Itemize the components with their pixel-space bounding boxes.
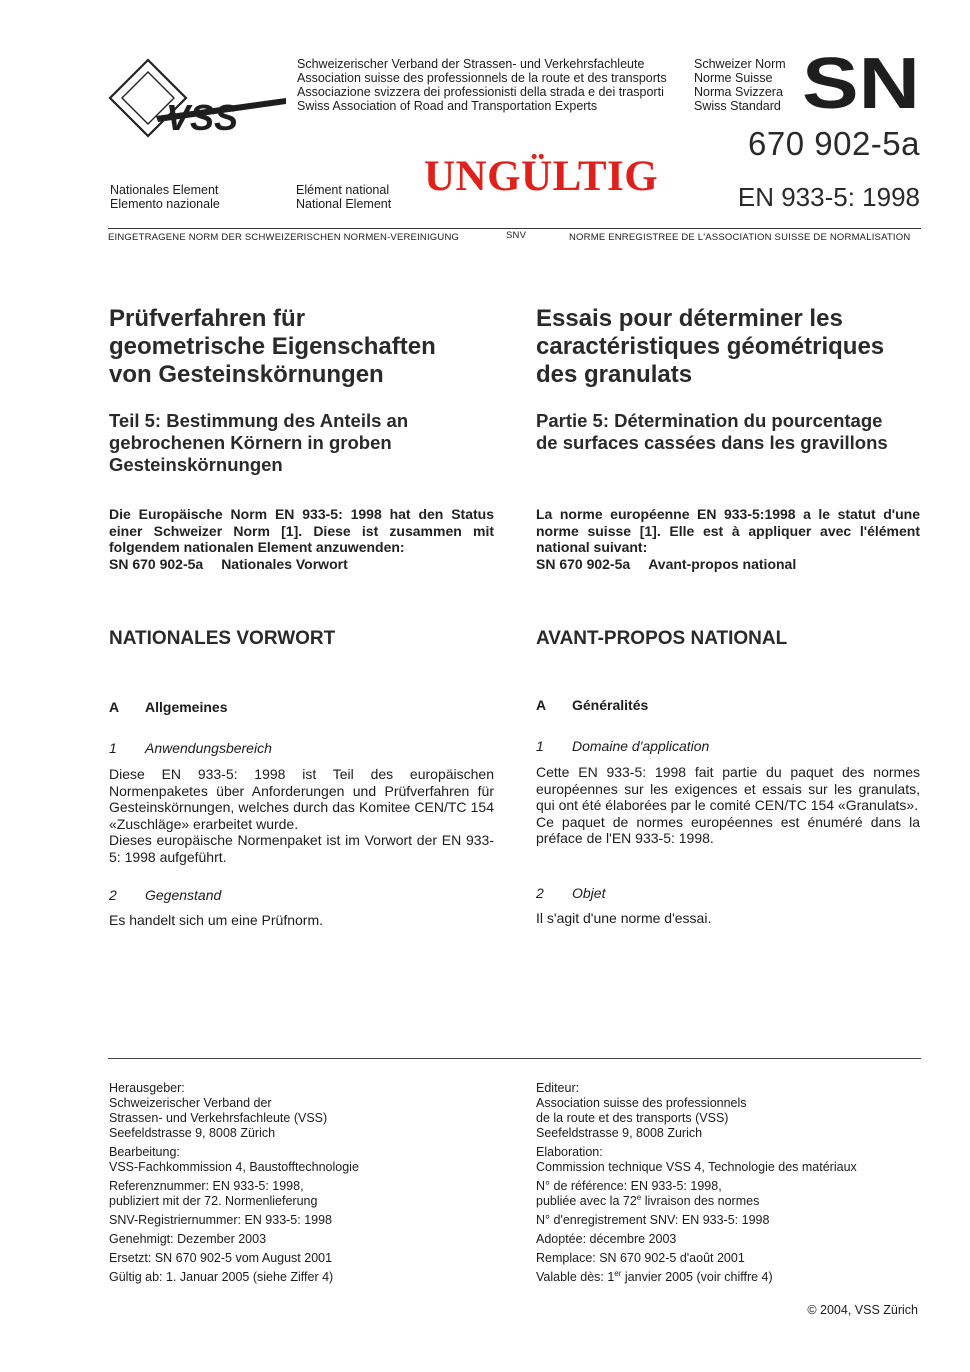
superscript: er bbox=[614, 1268, 622, 1278]
title-line: Essais pour déterminer les bbox=[536, 305, 843, 332]
status-ref-code: SN 670 902-5a bbox=[536, 555, 631, 572]
subsection-letter: A bbox=[536, 697, 547, 713]
organization-names bbox=[297, 57, 687, 113]
title-de bbox=[109, 305, 497, 389]
title-line: von Gesteinskörnungen bbox=[109, 361, 384, 388]
imprint-line: N° de référence: EN 933-5: 1998, bbox=[536, 1179, 722, 1193]
paragraph: Dieses europäische Normenpaket ist im Vorwort der EN 933-5: 1998 aufgeführt. bbox=[109, 832, 494, 865]
imprint-line: de la route et des transports (VSS) bbox=[536, 1111, 729, 1125]
national-element-label-de-it bbox=[110, 183, 220, 211]
imprint-line: Bearbeitung: bbox=[109, 1145, 180, 1159]
vss-logo-text: VSS bbox=[166, 97, 239, 138]
section-title-de: NATIONALES VORWORT bbox=[109, 628, 336, 649]
status-paragraph-fr bbox=[536, 506, 920, 572]
publisher-block bbox=[536, 1081, 924, 1141]
imprint-line: Seefeldstrasse 9, 8008 Zurich bbox=[536, 1126, 703, 1140]
subtitle-line: Teil 5: Bestimmung des Anteils an bbox=[109, 410, 409, 431]
header-divider bbox=[108, 228, 921, 229]
sn-logo-icon bbox=[800, 52, 924, 114]
item-title: Domaine d'application bbox=[572, 738, 710, 754]
status-text: Die Europäische Norm EN 933-5: 1998 hat den Status einer Schweizer Norm [1]. Diese ist zusammen mit folgendem nationalen Element anzuwenden: bbox=[109, 506, 494, 555]
imprint-fr bbox=[536, 1081, 924, 1289]
title-line: Prüfverfahren für bbox=[109, 305, 306, 332]
paragraph: Il s'agit d'une norme d'essai. bbox=[536, 910, 712, 926]
imprint-text: publiée avec la 72 bbox=[536, 1194, 637, 1208]
imprint-line: Schweizerischer Verband der bbox=[109, 1096, 272, 1110]
norm-language-labels bbox=[694, 57, 804, 113]
subsection-letter: A bbox=[109, 699, 120, 715]
subsection-title: Allgemeines bbox=[145, 699, 228, 715]
vss-logo bbox=[108, 58, 288, 144]
status-paragraph-de bbox=[109, 506, 494, 572]
imprint-text: Valable dès: 1 bbox=[536, 1270, 615, 1284]
national-element-label-fr-en bbox=[296, 183, 391, 211]
imprint-line: VSS-Fachkommission 4, Baustofftechnologie bbox=[109, 1160, 359, 1174]
imprint-line: Association suisse des professionnels bbox=[536, 1096, 747, 1110]
approval-date: Genehmigt: Dezember 2003 bbox=[109, 1232, 267, 1246]
editing-block bbox=[536, 1145, 924, 1175]
superscript: e bbox=[636, 1192, 642, 1202]
standard-number: 670 902-5a bbox=[748, 125, 920, 162]
imprint-line: Commission technique VSS 4, Technologie des matériaux bbox=[536, 1160, 857, 1174]
replaces: Remplace: SN 670 902-5 d'août 2001 bbox=[536, 1251, 745, 1265]
valid-from: Gültig ab: 1. Januar 2005 (siehe Ziffer 4) bbox=[109, 1270, 334, 1284]
organization-line: Association suisse des professionnels de la route et des transports bbox=[297, 71, 667, 85]
item-title: Objet bbox=[572, 885, 606, 901]
reference-block bbox=[536, 1179, 924, 1209]
item-title: Anwendungsbereich bbox=[145, 740, 272, 756]
paragraph: Es handelt sich um eine Prüfnorm. bbox=[109, 912, 323, 928]
imprint-line: Referenznummer: EN 933-5: 1998, bbox=[109, 1179, 304, 1193]
norm-label: Schweizer Norm bbox=[694, 57, 786, 71]
valid-from bbox=[536, 1270, 924, 1285]
norm-label: Swiss Standard bbox=[694, 99, 781, 113]
subtitle-line: Gesteinskörnungen bbox=[109, 454, 283, 475]
replaces: Ersetzt: SN 670 902-5 vom August 2001 bbox=[109, 1251, 333, 1265]
imprint-line: Strassen- und Verkehrsfachleute (VSS) bbox=[109, 1111, 328, 1125]
registration-number: SNV-Registriernummer: EN 933-5: 1998 bbox=[109, 1213, 333, 1227]
reference-block bbox=[109, 1179, 497, 1209]
imprint-de bbox=[109, 1081, 497, 1289]
imprint-line: publiziert mit der 72. Normenlieferung bbox=[109, 1194, 318, 1208]
imprint-text: janvier 2005 (voir chiffre 4) bbox=[621, 1270, 773, 1284]
national-element-line: National Element bbox=[296, 197, 392, 211]
status-text: La norme européenne EN 933-5:1998 a le statut d'une norme suisse [1]. Elle est à appliquer avec l'élément national suivant: bbox=[536, 506, 920, 555]
imprint-line: Editeur: bbox=[536, 1081, 580, 1095]
paragraph: Cette EN 933-5: 1998 fait partie du paquet des normes européennes sur les exigences et essais sur les granulats, qui ont été élaborées par le comité CEN/TC 154 «Granulats». bbox=[536, 764, 920, 813]
subsection-de bbox=[109, 699, 227, 715]
status-ref-label: Avant-propos national bbox=[648, 555, 797, 572]
title-line: caractéristiques géométriques bbox=[536, 333, 885, 360]
item-heading-de-2 bbox=[109, 887, 221, 903]
register-snv: SNV bbox=[506, 230, 527, 241]
item-heading-de-1 bbox=[109, 740, 272, 756]
paragraph: Diese EN 933-5: 1998 ist Teil des europäischen Normenpaketes über Anforderungen und Prüfverfahren für Gesteinskörnungen, welches durch das Komitee CEN/TC 154 «Zuschläge» erarbeitet wurde. bbox=[109, 766, 494, 832]
en-number: EN 933-5: 1998 bbox=[737, 182, 920, 212]
title-line: des granulats bbox=[536, 361, 693, 388]
national-element-line: Elément national bbox=[296, 183, 390, 197]
national-element-line: Elemento nazionale bbox=[110, 197, 220, 211]
paragraph: Ce paquet de normes européennes est énuméré dans la préface de l'EN 933-5: 1998. bbox=[536, 813, 920, 846]
organization-line: Associazione svizzera dei professionisti della strada e dei trasporti bbox=[297, 85, 664, 99]
item-heading-fr-2 bbox=[536, 885, 605, 901]
title-line: geometrische Eigenschaften bbox=[109, 333, 436, 360]
status-reference bbox=[109, 556, 494, 573]
status-ref-label: Nationales Vorwort bbox=[221, 555, 348, 572]
subtitle-line: Partie 5: Détermination du pourcentage bbox=[536, 410, 883, 431]
item-body-de-1 bbox=[109, 766, 494, 865]
organization-line: Schweizerischer Verband der Strassen- und Verkehrsfachleute bbox=[297, 57, 645, 71]
imprint-line bbox=[536, 1194, 924, 1209]
item-body-fr-2 bbox=[536, 910, 924, 927]
invalid-stamp: UNGÜLTIG bbox=[424, 153, 659, 200]
item-title: Gegenstand bbox=[145, 887, 222, 903]
organization-line: Swiss Association of Road and Transportation Experts bbox=[297, 99, 598, 113]
item-number: 1 bbox=[536, 738, 544, 754]
national-element-line: Nationales Element bbox=[110, 183, 219, 197]
status-ref-code: SN 670 902-5a bbox=[109, 555, 204, 572]
subtitle-line: gebrochenen Körnern in groben bbox=[109, 432, 392, 453]
subtitle-fr bbox=[536, 410, 924, 454]
item-body-fr-1 bbox=[536, 764, 920, 847]
item-body-de-2 bbox=[109, 912, 497, 929]
sn-mark bbox=[800, 52, 924, 114]
footer-divider bbox=[108, 1058, 921, 1059]
imprint-line: Herausgeber: bbox=[109, 1081, 185, 1095]
item-number: 1 bbox=[109, 740, 117, 756]
subtitle-line: de surfaces cassées dans les gravillons bbox=[536, 432, 888, 453]
subtitle-de bbox=[109, 410, 497, 476]
subsection-title: Généralités bbox=[572, 697, 649, 713]
section-title-fr: AVANT-PROPOS NATIONAL bbox=[536, 628, 788, 649]
register-note-fr: NORME ENREGISTREE DE L'ASSOCIATION SUISSE DE NORMALISATION bbox=[569, 232, 911, 243]
status-reference bbox=[536, 556, 920, 573]
copyright: © 2004, VSS Zürich bbox=[807, 1303, 918, 1317]
imprint-line: Elaboration: bbox=[536, 1145, 603, 1159]
registration-number: N° d'enregistrement SNV: EN 933-5: 1998 bbox=[536, 1213, 770, 1227]
sn-mark-text: SN bbox=[802, 52, 920, 114]
subsection-fr bbox=[536, 697, 648, 713]
imprint-text: livraison des normes bbox=[641, 1194, 760, 1208]
title-fr bbox=[536, 305, 924, 389]
item-number: 2 bbox=[109, 887, 117, 903]
norm-label: Norma Svizzera bbox=[694, 85, 783, 99]
norm-label: Norme Suisse bbox=[694, 71, 773, 85]
item-number: 2 bbox=[536, 885, 544, 901]
register-note-de: EINGETRAGENE NORM DER SCHWEIZERISCHEN NORMEN-VEREINIGUNG bbox=[108, 232, 460, 243]
editing-block bbox=[109, 1145, 497, 1175]
publisher-block bbox=[109, 1081, 497, 1141]
item-heading-fr-1 bbox=[536, 738, 709, 754]
vss-logo-icon bbox=[108, 58, 288, 144]
imprint-line: Seefeldstrasse 9, 8008 Zürich bbox=[109, 1126, 276, 1140]
approval-date: Adoptée: décembre 2003 bbox=[536, 1232, 677, 1246]
